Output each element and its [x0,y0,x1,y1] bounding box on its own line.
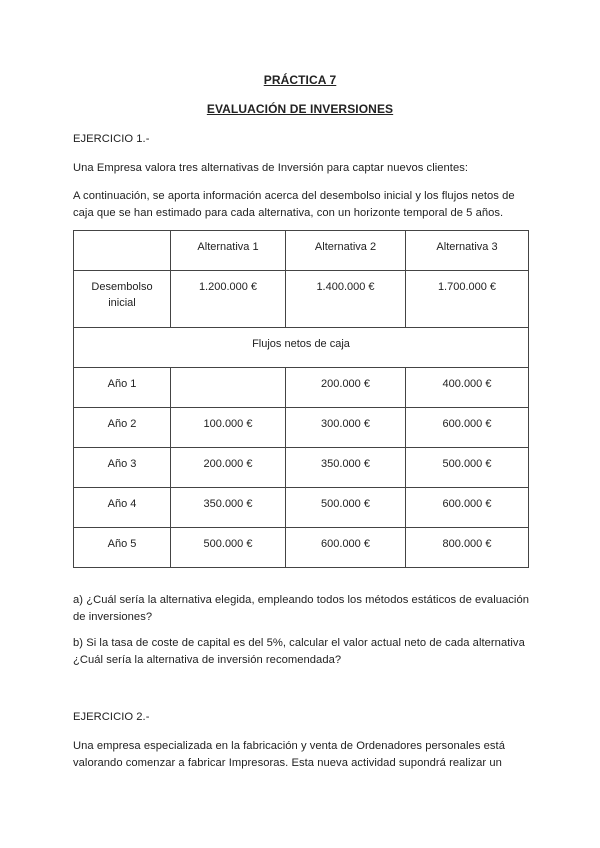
table-cell: 200.000 € [171,448,286,488]
table-cell: 1.400.000 € [286,271,406,328]
table-row [74,408,529,448]
table-cell [171,368,286,408]
question-b: b) Si la tasa de coste de capital es del 5%, calcular el valor actual neto de cada alternativa ¿Cuál sería la alternativa de inversión recomendada? [73,637,525,666]
row-label: Año 4 [74,488,171,528]
table-row [74,448,529,488]
row-label: Año 5 [74,528,171,568]
header-cell: Alternativa 2 [286,231,406,271]
header-cell: Alternativa 1 [171,231,286,271]
page-subtitle: EVALUACIÓN DE INVERSIONES [206,102,394,116]
exercise-2-heading: EJERCICIO 2.- [73,711,150,723]
table-cell: 350.000 € [171,488,286,528]
table-cell: 350.000 € [286,448,406,488]
initial-outlay-row [74,271,529,328]
table-cell: 400.000 € [406,368,529,408]
table-cell: 600.000 € [406,408,529,448]
header-cell [74,231,171,271]
cash-flows-section-row [74,328,529,368]
investment-table [73,230,529,568]
table-row [74,528,529,568]
table-cell: 500.000 € [171,528,286,568]
table-cell: 800.000 € [406,528,529,568]
table-header-row [74,231,529,271]
table-row [74,488,529,528]
table-cell: 1.200.000 € [171,271,286,328]
exercise-1-heading: EJERCICIO 1.- [73,133,150,145]
table-cell: 500.000 € [286,488,406,528]
row-label: Año 3 [74,448,171,488]
exercise-2-text: Una empresa especializada en la fabricación y venta de Ordenadores personales está valorando comenzar a fabricar Impresoras. Esta nueva actividad supondrá realizar un [73,740,505,769]
table-cell: 200.000 € [286,368,406,408]
table-row [74,368,529,408]
table-cell: 300.000 € [286,408,406,448]
page-title: PRÁCTICA 7 [263,73,337,87]
table-cell: 600.000 € [286,528,406,568]
question-a: a) ¿Cuál sería la alternativa elegida, empleando todos los métodos estáticos de evaluación de inversiones? [73,594,529,623]
header-cell: Alternativa 3 [406,231,529,271]
section-label: Flujos netos de caja [74,328,529,368]
table-cell: 100.000 € [171,408,286,448]
table-cell: 500.000 € [406,448,529,488]
exercise-1-intro: Una Empresa valora tres alternativas de Inversión para captar nuevos clientes: [73,162,469,174]
table-cell: 600.000 € [406,488,529,528]
row-label: Desembolso inicial [74,271,171,328]
table-cell: 1.700.000 € [406,271,529,328]
row-label: Año 2 [74,408,171,448]
row-label: Año 1 [74,368,171,408]
exercise-1-context: A continuación, se aporta información acerca del desembolso inicial y los flujos netos de caja que se han estimado para cada alternativa, con un horizonte temporal de 5 años. [73,190,515,219]
